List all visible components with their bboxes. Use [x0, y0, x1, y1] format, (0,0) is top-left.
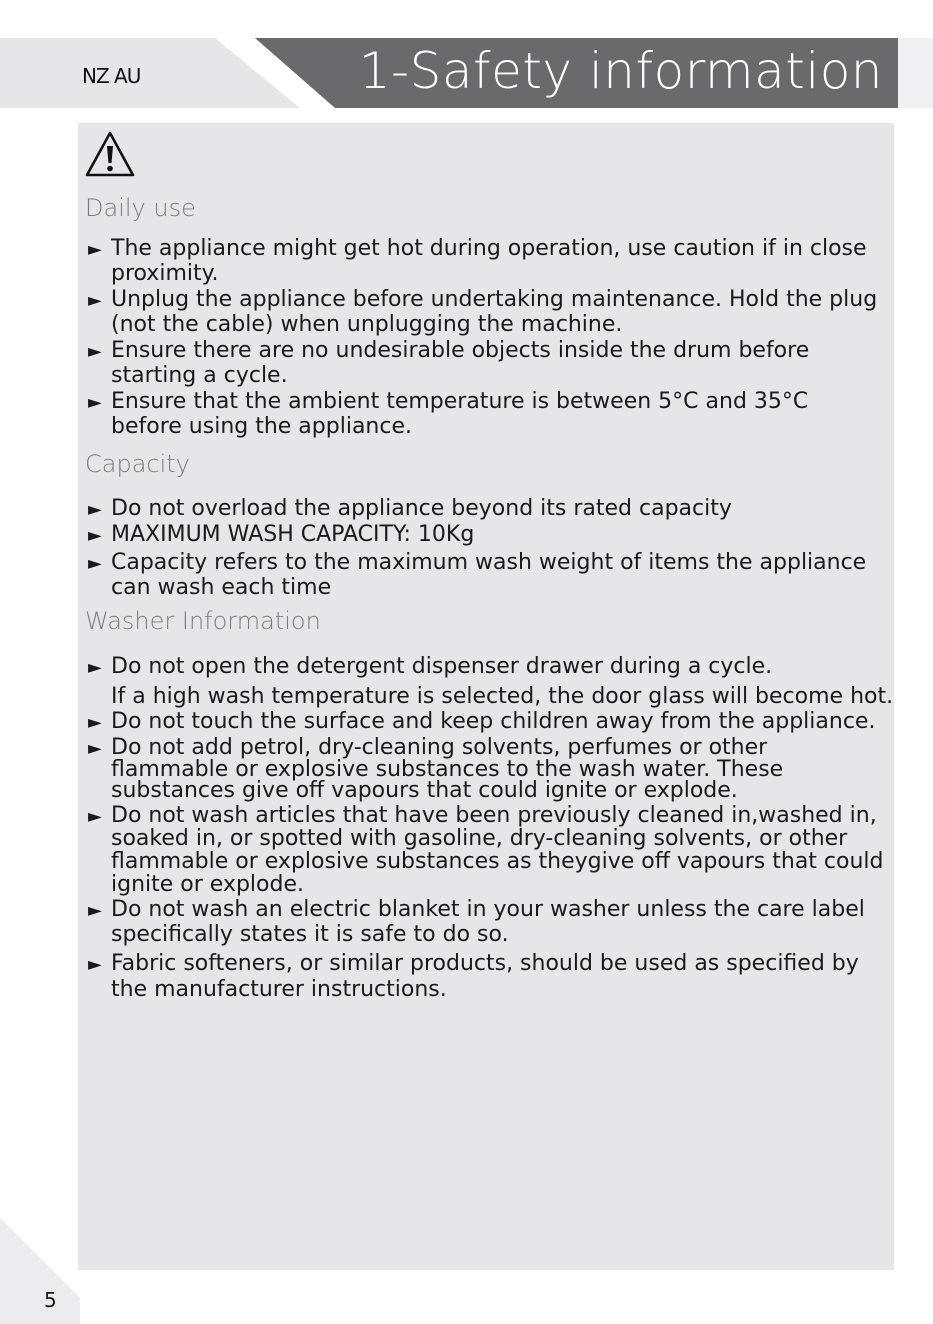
section-title: Capacity: [85, 450, 190, 478]
section-title: Washer Information: [85, 607, 321, 635]
bullet-text-line: the manufacturer instructions.: [111, 977, 447, 1002]
page-number: 5: [44, 1288, 57, 1312]
bullet-arrow-icon: ►: [88, 341, 102, 362]
bullet-text-line: Do not overload the appliance beyond its rated capacity: [111, 496, 732, 521]
bullet-arrow-icon: ►: [88, 239, 102, 260]
bullet-text-line: Unplug the appliance before undertaking maintenance. Hold the plug: [111, 287, 878, 312]
bullet-text-line: Do not open the detergent dispenser drawer during a cycle.: [111, 654, 773, 679]
bullet-text-line: Do not touch the surface and keep children away from the appliance.: [111, 709, 876, 734]
bullet-arrow-icon: ►: [88, 290, 102, 311]
bullet-text-line: before using the appliance.: [111, 413, 412, 439]
bullet-text-line: proximity.: [111, 260, 219, 286]
bullet-text-line: Capacity refers to the maximum wash weight of items the appliance: [111, 550, 867, 575]
bullet-text-line: Do not wash articles that have been previously cleaned in,washed in,: [111, 803, 877, 828]
bullet-arrow-icon: ►: [88, 657, 102, 678]
bullet-arrow-icon: ►: [88, 553, 102, 574]
bullet-arrow-icon: ►: [88, 712, 102, 733]
page-corner: [0, 1218, 80, 1324]
region-label: NZ AU: [82, 64, 141, 88]
bullet-text-line: MAXIMUM WASH CAPACITY: 10Kg: [111, 522, 475, 547]
bullet-arrow-icon: ►: [88, 900, 102, 921]
bullet-text-line: substances give off vapours that could ignite or explode.: [111, 778, 738, 803]
header-left-tab: [0, 38, 300, 108]
bullet-arrow-icon: ►: [88, 499, 102, 520]
note-text: If a high wash temperature is selected, the door glass will become hot.: [111, 684, 894, 709]
page-title: 1-Safety information: [358, 42, 883, 100]
bullet-arrow-icon: ►: [88, 525, 102, 546]
bullet-text-line: (not the cable) when unplugging the machine.: [111, 311, 623, 337]
bullet-text-line: flammable or explosive substances to the wash water. These: [111, 756, 784, 782]
bullet-text-line: ignite or explode.: [111, 872, 304, 897]
bullet-text-line: Do not add petrol, dry-cleaning solvents, perfumes or other: [111, 735, 768, 760]
bullet-text-line: Fabric softeners, or similar products, should be used as specified by: [111, 951, 859, 976]
bullet-text-line: can wash each time: [111, 574, 332, 600]
bullet-text-line: flammable or explosive substances as theygive off vapours that could: [111, 849, 884, 874]
bullet-text-line: starting a cycle.: [111, 362, 288, 388]
bullet-text-line: Do not wash an electric blanket in your washer unless the care label: [111, 897, 865, 922]
bullet-arrow-icon: ►: [88, 392, 102, 413]
warning-triangle-icon: [84, 130, 136, 178]
bullet-text-line: specifically states it is safe to do so.: [111, 921, 509, 947]
bullet-arrow-icon: ►: [88, 738, 102, 759]
bullet-arrow-icon: ►: [88, 806, 102, 827]
bullet-arrow-icon: ►: [88, 954, 102, 975]
bullet-text-line: soaked in, or spotted with gasoline, dry-cleaning solvents, or other: [111, 826, 848, 851]
bullet-text-line: Ensure there are no undesirable objects inside the drum before: [111, 338, 810, 363]
header-edge: [898, 38, 933, 108]
section-title: Daily use: [85, 194, 196, 222]
bullet-text-line: Ensure that the ambient temperature is between 5°C and 35°C: [111, 389, 809, 414]
bullet-text-line: The appliance might get hot during operation, use caution if in close: [111, 236, 867, 261]
